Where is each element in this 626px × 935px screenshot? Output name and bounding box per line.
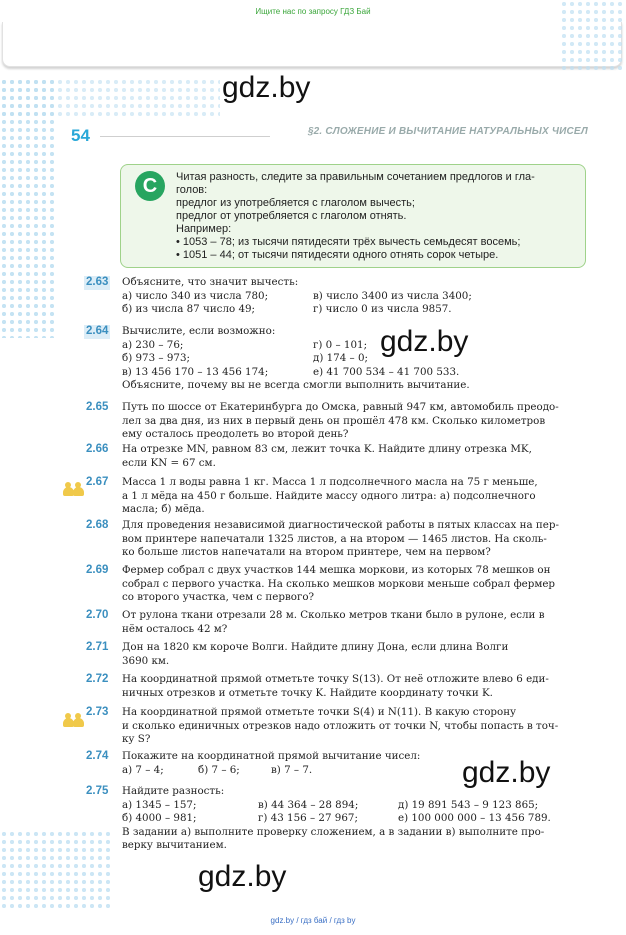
task-number: 2.63 bbox=[86, 276, 109, 288]
task-option: а) 230 – 76; bbox=[122, 338, 184, 351]
pair-work-icon bbox=[63, 482, 85, 496]
rule-line: Читая разность, следите за правильным сочетанием предлогов и гла- bbox=[176, 171, 535, 183]
task-line: собрал с первого участка. На сколько мешков моркови меньше собрал фермер bbox=[122, 577, 556, 590]
watermark-top: gdz.by bbox=[222, 71, 311, 104]
top-link[interactable]: Ищите нас по запросу ГДЗ Бай bbox=[255, 7, 371, 16]
task-option: б) из числа 87 число 49; bbox=[122, 303, 256, 316]
task-line: ему осталось преодолеть во второй день? bbox=[122, 428, 349, 441]
task-2-72 bbox=[86, 673, 586, 700]
task-text: Покажите на координатной прямой вычитание чисел: bbox=[122, 750, 421, 762]
task-option: в) число 3400 из числа 3400; bbox=[313, 289, 472, 302]
task-number: 2.68 bbox=[86, 519, 109, 531]
task-option: б) 973 – 973; bbox=[122, 352, 190, 365]
task-option: г) число 0 из числа 9857. bbox=[313, 303, 452, 316]
rule-line: Например: bbox=[176, 223, 232, 235]
task-line: ничных отрезков и отметьте точку K. Найдите координату точки K. bbox=[122, 686, 493, 699]
task-line: На отрезке MN, равном 83 см, лежит точка K. Найдите длину отрезка MK, bbox=[122, 443, 532, 455]
task-number: 2.72 bbox=[86, 673, 109, 685]
task-text: Объясните, почему вы не всегда смогли выполнить вычитание. bbox=[122, 379, 470, 392]
task-2-71 bbox=[86, 641, 586, 668]
task-text: Вычислите, если возможно: bbox=[122, 325, 276, 337]
task-line: В задании а) выполните проверку сложением, а в задании в) выполните про- bbox=[122, 825, 545, 838]
rule-line: предлог от употребляется с глаголом отнять. bbox=[176, 210, 407, 222]
task-2-73 bbox=[86, 706, 586, 747]
watermark-right: gdz.by bbox=[462, 756, 551, 789]
task-2-67 bbox=[86, 476, 586, 517]
task-line: Фермер собрал с двух участков 144 мешка моркови, из которых 78 мешков он bbox=[122, 564, 551, 576]
task-line: а 1 л мёда на 450 г больше. Найдите массу одного литра: а) подсолнечного bbox=[122, 489, 536, 502]
task-2-69 bbox=[86, 564, 586, 605]
rule-c-icon: С bbox=[135, 171, 165, 201]
task-number: 2.74 bbox=[86, 750, 109, 762]
task-option: а) 1345 – 157; bbox=[122, 798, 197, 811]
watermark-middle: gdz.by bbox=[380, 325, 469, 358]
task-line: нём осталось 42 м? bbox=[122, 622, 228, 635]
task-line: вом принтере напечатали 1325 листов, а на втором — 1465 листов. На сколь- bbox=[122, 532, 547, 545]
task-option: в) 44 364 – 28 894; bbox=[258, 798, 359, 811]
pair-work-icon bbox=[63, 713, 85, 727]
task-line: и сколько единичных отрезков надо отложить от точки N, чтобы попасть в точ- bbox=[122, 719, 559, 732]
dot-pattern-right bbox=[560, 0, 626, 70]
task-option: е) 41 700 534 – 41 700 533. bbox=[313, 365, 460, 378]
task-line: ко больше листов напечатали на втором принтере, чем на первом? bbox=[122, 546, 491, 559]
rule-example: • 1051 – 44; от тысячи пятидесяти одного отнять сорок четыре. bbox=[176, 249, 499, 261]
task-line: если KN = 67 см. bbox=[122, 456, 216, 469]
task-line: ку S? bbox=[122, 733, 151, 746]
top-card bbox=[2, 22, 622, 67]
rule-line: голов: bbox=[176, 184, 208, 196]
header-divider bbox=[100, 136, 270, 137]
task-number: 2.66 bbox=[86, 443, 109, 455]
task-option: б) 4000 – 981; bbox=[122, 812, 197, 825]
dot-pattern-top bbox=[0, 78, 220, 118]
task-option: б) 7 – 6; bbox=[198, 763, 240, 776]
task-number: 2.67 bbox=[86, 476, 109, 488]
task-option: е) 100 000 000 – 13 456 789. bbox=[398, 812, 551, 825]
task-line: 3690 км. bbox=[122, 654, 170, 667]
task-line: со второго участка, чем с первого? bbox=[122, 591, 315, 604]
task-number: 2.71 bbox=[86, 641, 109, 653]
rule-line: предлог из употребляется с глаголом вычесть; bbox=[176, 197, 415, 209]
task-number: 2.70 bbox=[86, 609, 109, 621]
task-option: г) 43 156 – 27 967; bbox=[258, 812, 358, 825]
task-line: На координатной прямой отметьте точки S(4) и N(11). В какую сторону bbox=[122, 706, 517, 718]
task-option: а) 7 – 4; bbox=[122, 763, 164, 776]
task-number: 2.75 bbox=[86, 785, 109, 797]
task-text: Объясните, что значит вычесть: bbox=[122, 276, 299, 288]
task-line: Масса 1 л воды равна 1 кг. Масса 1 л подсолнечного масла на 75 г меньше, bbox=[122, 476, 538, 488]
task-number: 2.65 bbox=[86, 401, 109, 413]
task-line: масла; б) мёда. bbox=[122, 503, 205, 516]
task-option: г) 0 – 101; bbox=[313, 338, 368, 351]
task-number: 2.73 bbox=[86, 706, 109, 718]
task-text: Найдите разность: bbox=[122, 785, 225, 797]
task-2-70 bbox=[86, 609, 586, 636]
task-2-66 bbox=[86, 443, 586, 470]
task-number: 2.69 bbox=[86, 564, 109, 576]
rule-example: • 1053 – 78; из тысячи пятидесяти трёх вычесть семьдесят восемь; bbox=[176, 236, 521, 248]
task-option: д) 19 891 543 – 9 123 865; bbox=[398, 798, 539, 811]
task-line: Дон на 1820 км короче Волги. Найдите длину Дона, если длина Волги bbox=[122, 641, 509, 653]
task-2-68 bbox=[86, 519, 586, 560]
footer-links[interactable]: gdz.by / гдз бай / гдз by bbox=[270, 916, 356, 925]
task-option: в) 13 456 170 – 13 456 174; bbox=[122, 365, 269, 378]
task-line: На координатной прямой отметьте точку S(13). От неё отложите влево 6 еди- bbox=[122, 673, 549, 685]
rule-text bbox=[176, 171, 576, 262]
task-line: верку вычитанием. bbox=[122, 839, 227, 852]
page-number: 54 bbox=[71, 126, 90, 145]
task-2-75 bbox=[86, 785, 586, 853]
task-line: Путь по шоссе от Екатеринбурга до Омска, равный 947 км, автомобиль преодо- bbox=[122, 401, 559, 413]
task-line: От рулона ткани отрезали 28 м. Сколько метров ткани было в рулоне, если в bbox=[122, 609, 545, 621]
task-2-65 bbox=[86, 401, 586, 442]
task-2-64 bbox=[86, 325, 586, 393]
task-option: д) 174 – 0; bbox=[313, 352, 368, 365]
task-number: 2.64 bbox=[86, 325, 109, 337]
task-line: лел за два дня, из них в первый день он прошёл 478 км. Сколько километров bbox=[122, 414, 546, 427]
section-header: §2. СЛОЖЕНИЕ И ВЫЧИТАНИЕ НАТУРАЛЬНЫХ ЧИСЕЛ bbox=[307, 126, 588, 137]
task-2-63 bbox=[86, 276, 586, 317]
task-option: в) 7 – 7. bbox=[271, 763, 313, 776]
task-option: а) число 340 из числа 780; bbox=[122, 289, 269, 302]
task-2-74 bbox=[86, 750, 586, 777]
watermark-bottom: gdz.by bbox=[198, 860, 287, 893]
task-line: Для проведения независимой диагностической работы в пятых классах на пер- bbox=[122, 519, 559, 531]
